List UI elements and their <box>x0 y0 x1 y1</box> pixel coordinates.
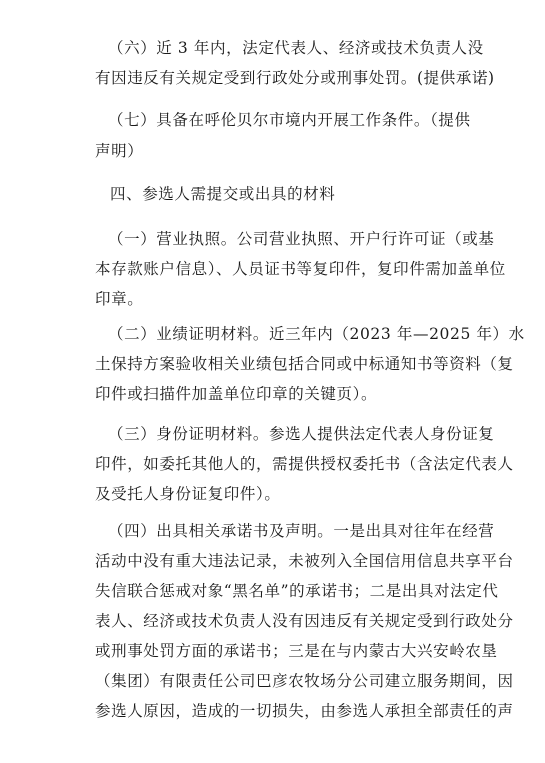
text-line: （四）出具相关承诺书及声明。一是出具对往年在经营 <box>108 522 495 540</box>
text-line: 印件，如委托其他人的，需提供授权委托书（含法定代表人 <box>95 455 514 473</box>
text-line: （七）具备在呼伦贝尔市境内开展工作条件。（提供 <box>108 111 471 129</box>
text-line: 失信联合惩戒对象“黑名单”的承诺书；二是出具对法定代 <box>95 582 499 600</box>
text-line: 及受托人身份证复印件）。 <box>95 485 281 503</box>
text-line: 印件或扫描件加盖单位印章的关键页）。 <box>95 385 378 403</box>
text-line: 活动中没有重大违法记录，未被列入全国信用信息共享平台 <box>95 552 514 570</box>
text-line: 本存款账户信息）、人员证书等复印件，复印件需加盖单位 <box>95 260 506 278</box>
text-line: 表人、经济或技术负责人没有因违反有关规定受到行政处分 <box>95 612 514 630</box>
text-line: （集团）有限责任公司巴彦农牧场分公司建立服务期间，因 <box>95 672 514 690</box>
text-line: （六）近 3 年内，法定代表人、经济或技术负责人没 <box>108 39 484 57</box>
text-line: 或刑事处罚方面的承诺书；三是在与内蒙古大兴安岭农垦 <box>95 642 498 660</box>
text-line: 有因违反有关规定受到行政处分或刑事处罚。(提供承诺) <box>95 69 495 87</box>
text-line: 参选人原因，造成的一切损失，由参选人承担全部责任的声 <box>95 702 514 720</box>
text-line: （二）业绩证明材料。近三年内（2023 年—2025 年）水 <box>108 325 525 343</box>
text-line: （一）营业执照。公司营业执照、开户行许可证（或基 <box>108 230 495 248</box>
section-heading: 四、参选人需提交或出具的材料 <box>110 185 336 203</box>
text-line: 土保持方案验收相关业绩包括合同或中标通知书等资料（复 <box>95 355 514 373</box>
text-line: 声明） <box>95 142 144 160</box>
text-line: 印章。 <box>95 290 144 308</box>
text-line: （三）身份证明材料。参选人提供法定代表人身份证复 <box>108 425 495 443</box>
